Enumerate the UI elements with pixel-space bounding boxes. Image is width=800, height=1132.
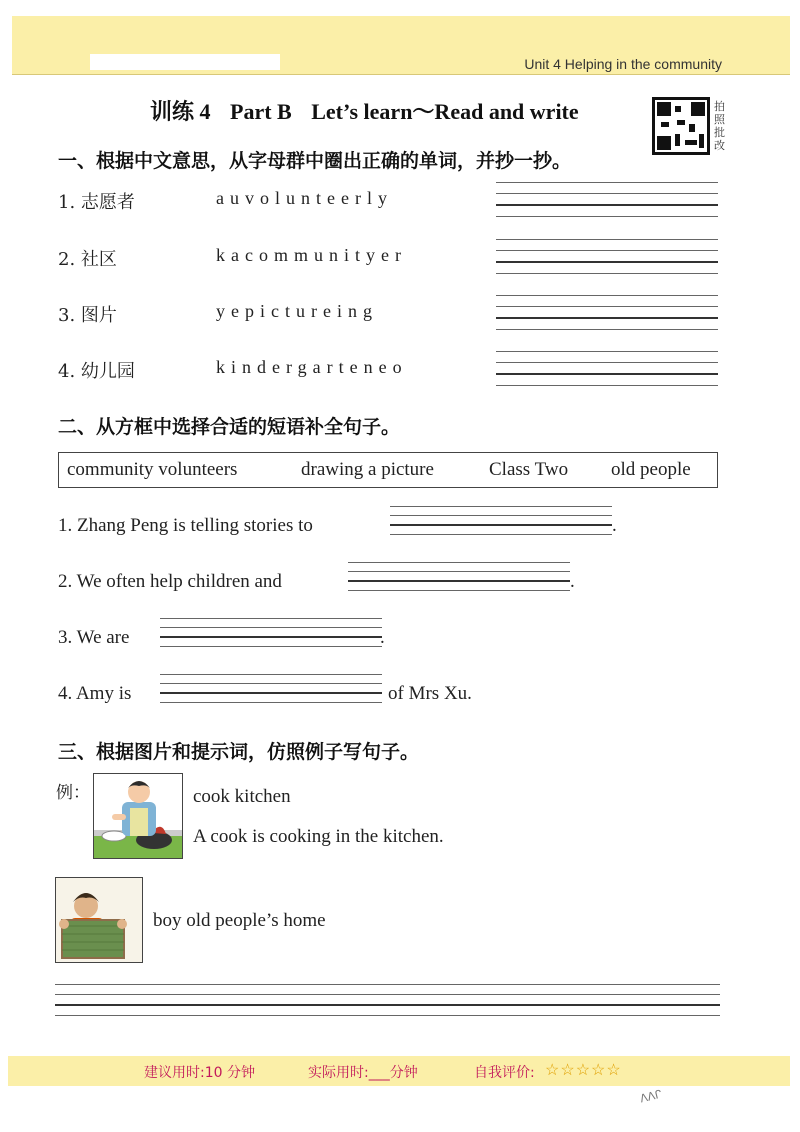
sentence-text: 3. We are <box>58 627 130 648</box>
letter-group[interactable]: kindergarteneo <box>216 357 408 377</box>
sentence-2 <box>58 571 282 593</box>
phrase-option: community volunteers <box>67 459 238 480</box>
sentence-3 <box>58 627 129 649</box>
sentence-1-blank[interactable] <box>390 506 612 543</box>
sentence-text: 4. Amy is <box>58 683 132 704</box>
sentence-text: 2. We often help children and <box>58 571 282 592</box>
item-label: 1. 志愿者 <box>58 192 135 213</box>
sentence-2-blank[interactable] <box>348 562 570 599</box>
title-part: Part B <box>230 99 292 124</box>
sentence-4-end: of Mrs Xu. <box>388 683 472 704</box>
item-label: 2. 社区 <box>58 249 117 270</box>
title-training: 训练 4 <box>150 99 211 124</box>
qr-code-icon[interactable] <box>652 97 710 155</box>
sentence-4-blank[interactable] <box>160 674 382 711</box>
writing-lines[interactable] <box>55 984 720 1025</box>
qr-label: 拍照批改 <box>714 100 725 152</box>
sentence-text: 1. Zhang Peng is telling stories to <box>58 515 313 536</box>
answer-lines[interactable] <box>496 182 718 227</box>
item-label: 4. 幼儿园 <box>58 361 135 382</box>
cook-picture <box>93 773 183 859</box>
header-rule <box>12 74 790 75</box>
phrase-option: drawing a picture <box>301 459 434 480</box>
section1-heading: 一、根据中文意思，从字母群中圈出正确的单词，并抄一抄。 <box>58 150 572 172</box>
example-words: cook kitchen <box>193 786 291 807</box>
section1-item <box>58 357 498 387</box>
sentence-4 <box>58 683 131 705</box>
answer-lines[interactable] <box>496 351 718 396</box>
self-evaluation-label: 自我评价: <box>474 1065 535 1081</box>
letter-group[interactable]: auvolunteerly <box>216 188 393 208</box>
section1-item <box>58 301 498 331</box>
section1-item <box>58 188 498 218</box>
phrase-box <box>58 452 718 488</box>
page-title <box>150 95 593 126</box>
phrase-option: old people <box>611 459 691 480</box>
handwritten-mark: ᐱᐱᒋ <box>638 1088 664 1106</box>
sentence-1 <box>58 515 313 537</box>
suggested-time: 建议用时:10 分钟 <box>144 1065 255 1081</box>
sentence-3-blank[interactable] <box>160 618 382 655</box>
example-label: 例： <box>56 783 90 803</box>
actual-time: 实际用时:___分钟 <box>308 1065 418 1081</box>
sentence-3-end: . <box>380 627 385 648</box>
sentence-2-end: . <box>570 571 575 592</box>
boy-picture <box>55 877 143 963</box>
letter-group[interactable]: yepictureing <box>216 301 378 321</box>
title-lesson: Let’s learn～Read and write <box>311 99 579 124</box>
unit-label: Unit 4 Helping in the community <box>524 56 722 72</box>
section2-heading: 二、从方框中选择合适的短语补全句子。 <box>58 416 401 438</box>
section1-item <box>58 245 498 275</box>
task-words: boy old people’s home <box>153 910 326 931</box>
header-blank-area <box>90 54 280 70</box>
answer-lines[interactable] <box>496 239 718 284</box>
section3-heading: 三、根据图片和提示词，仿照例子写句子。 <box>58 741 420 763</box>
phrase-option: Class Two <box>489 459 569 480</box>
example-sentence: A cook is cooking in the kitchen. <box>193 826 444 847</box>
rating-stars[interactable]: ☆☆☆☆☆ <box>545 1062 622 1079</box>
letter-group[interactable]: kacommunityer <box>216 245 407 265</box>
answer-lines[interactable] <box>496 295 718 340</box>
sentence-1-end: . <box>612 515 617 536</box>
item-label: 3. 图片 <box>58 305 117 326</box>
